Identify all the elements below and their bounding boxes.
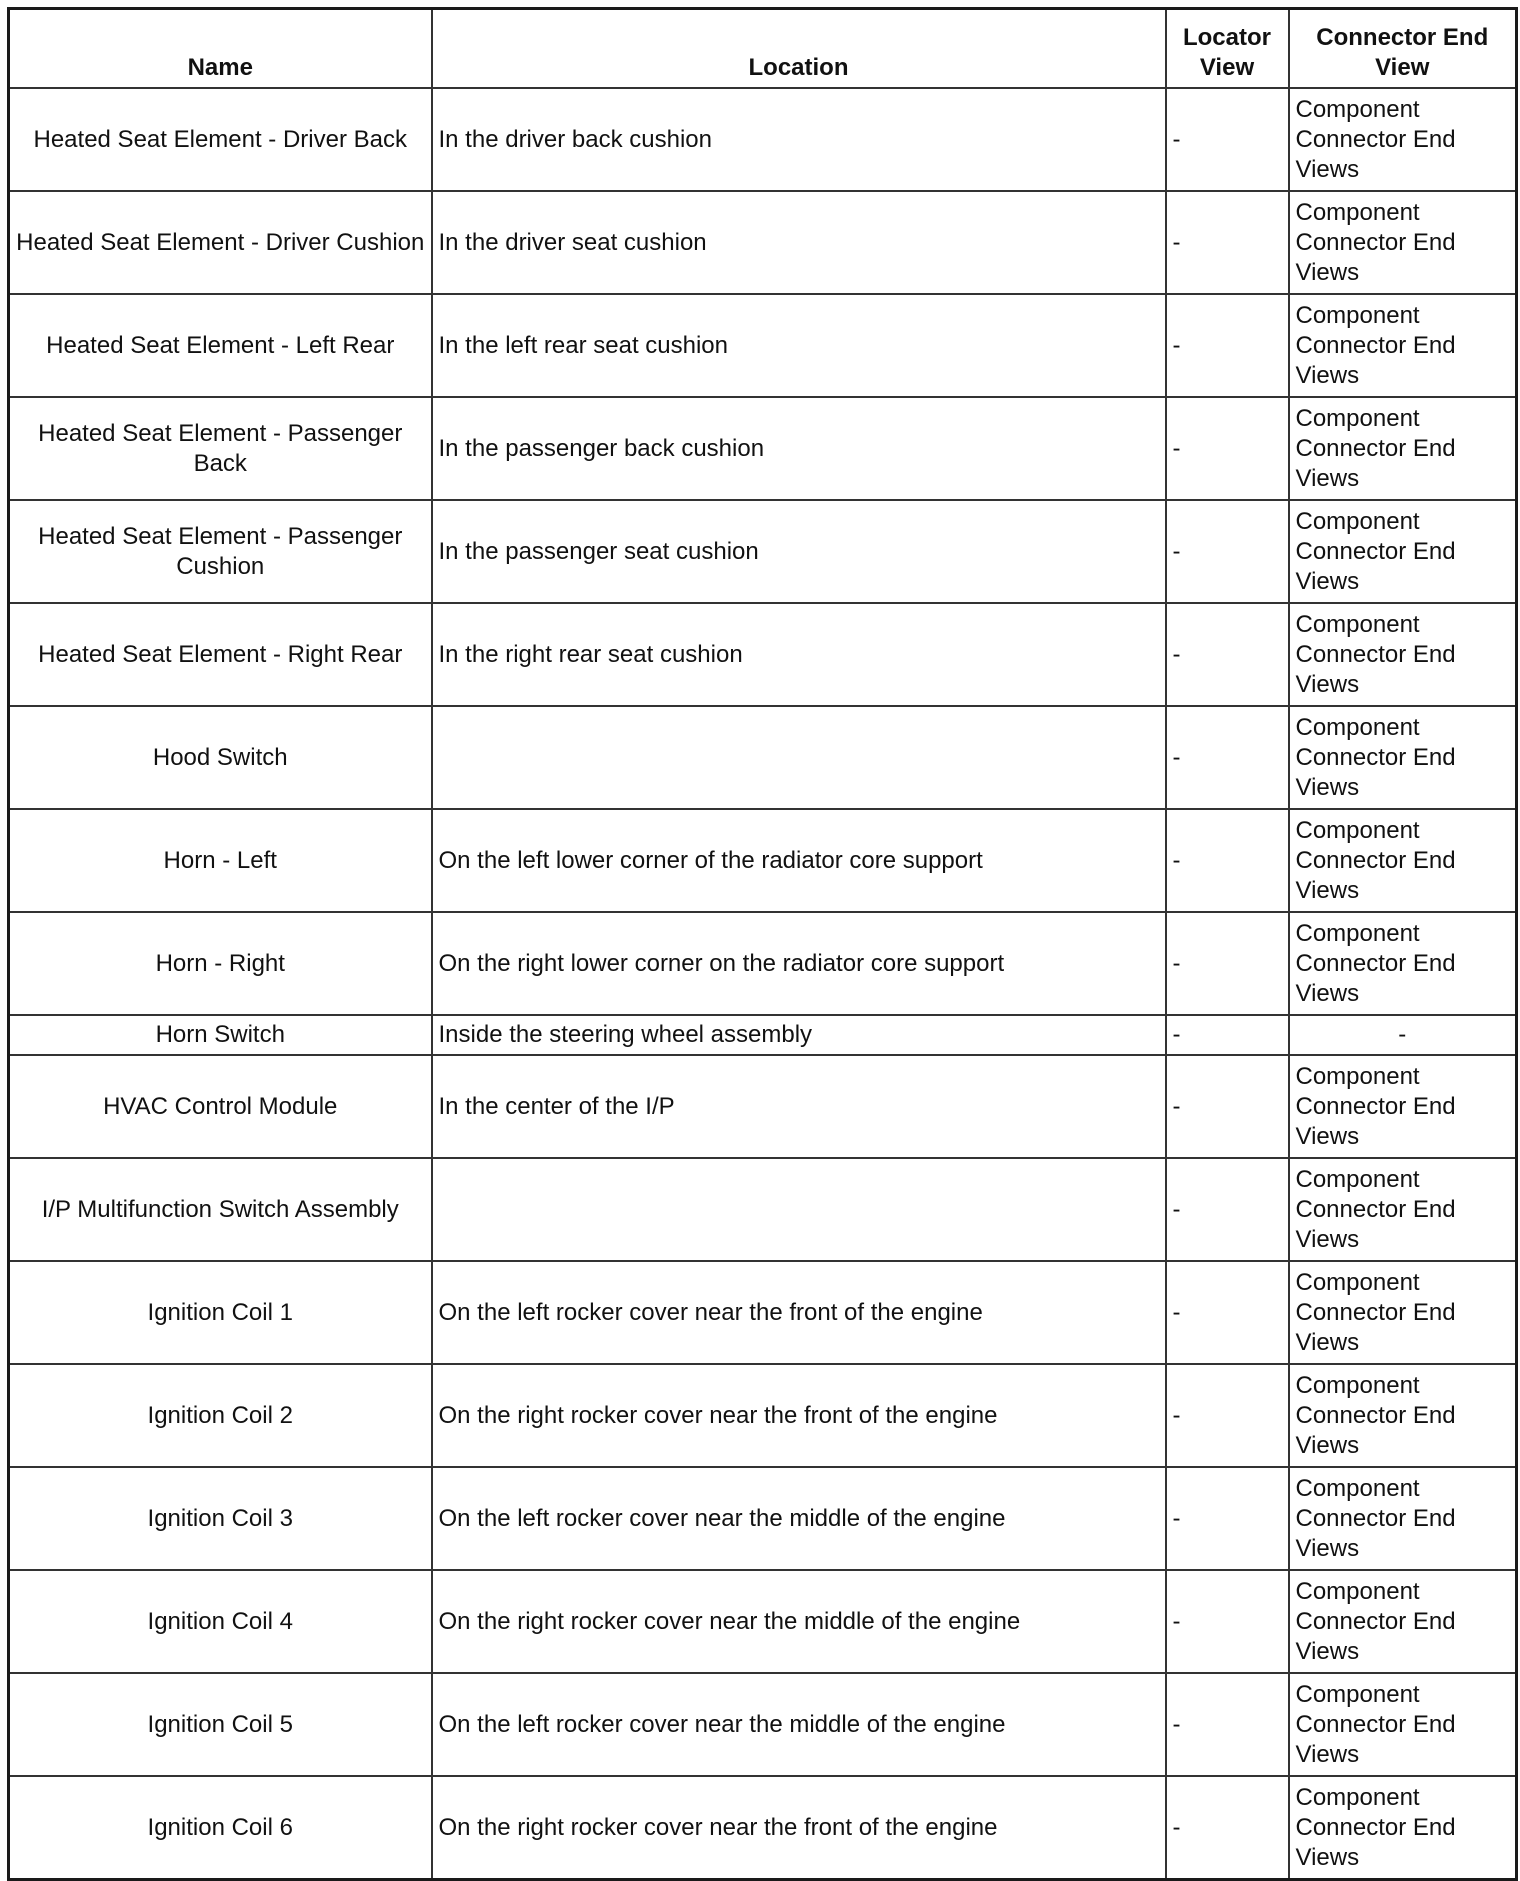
table-row: [9, 1776, 1517, 1880]
cell-locator-view: -: [1166, 1015, 1289, 1055]
table-body: [9, 88, 1517, 1880]
cell-name: Heated Seat Element - Driver Cushion: [9, 191, 432, 294]
cell-locator-view: -: [1166, 397, 1289, 500]
cell-locator-view: -: [1166, 809, 1289, 912]
cell-connector-end-view[interactable]: Component Connector End Views: [1289, 397, 1517, 500]
cell-name: Horn - Right: [9, 912, 432, 1015]
cell-name: Heated Seat Element - Right Rear: [9, 603, 432, 706]
cell-name: Ignition Coil 1: [9, 1261, 432, 1364]
cell-name: Heated Seat Element - Left Rear: [9, 294, 432, 397]
cell-locator-view: -: [1166, 1467, 1289, 1570]
cell-connector-end-view[interactable]: Component Connector End Views: [1289, 500, 1517, 603]
cell-connector-end-view[interactable]: Component Connector End Views: [1289, 706, 1517, 809]
cell-locator-view: -: [1166, 88, 1289, 191]
cell-connector-end-view[interactable]: Component Connector End Views: [1289, 809, 1517, 912]
table-row: [9, 809, 1517, 912]
table-row: [9, 294, 1517, 397]
table-row: [9, 1261, 1517, 1364]
cell-location: On the right rocker cover near the front of the engine: [432, 1776, 1166, 1880]
table-row: [9, 1055, 1517, 1158]
cell-connector-end-view[interactable]: Component Connector End Views: [1289, 1467, 1517, 1570]
cell-location: On the right rocker cover near the middle of the engine: [432, 1570, 1166, 1673]
table-row: [9, 88, 1517, 191]
cell-connector-end-view[interactable]: Component Connector End Views: [1289, 88, 1517, 191]
cell-locator-view: -: [1166, 1673, 1289, 1776]
cell-name: Ignition Coil 6: [9, 1776, 432, 1880]
cell-name: HVAC Control Module: [9, 1055, 432, 1158]
header-locator-view: Locator View: [1166, 9, 1289, 89]
cell-name: Ignition Coil 3: [9, 1467, 432, 1570]
cell-locator-view: -: [1166, 912, 1289, 1015]
table-row: [9, 500, 1517, 603]
cell-name: I/P Multifunction Switch Assembly: [9, 1158, 432, 1261]
cell-location: In the right rear seat cushion: [432, 603, 1166, 706]
cell-connector-end-view[interactable]: Component Connector End Views: [1289, 1261, 1517, 1364]
cell-name: Horn - Left: [9, 809, 432, 912]
cell-name: Ignition Coil 4: [9, 1570, 432, 1673]
table-row: [9, 603, 1517, 706]
cell-location: On the left rocker cover near the front of the engine: [432, 1261, 1166, 1364]
cell-name: Heated Seat Element - Passenger Cushion: [9, 500, 432, 603]
table-row: [9, 1570, 1517, 1673]
cell-connector-end-view[interactable]: Component Connector End Views: [1289, 1776, 1517, 1880]
cell-connector-end-view[interactable]: Component Connector End Views: [1289, 1158, 1517, 1261]
table-row: [9, 1158, 1517, 1261]
cell-name: Horn Switch: [9, 1015, 432, 1055]
cell-location: [432, 706, 1166, 809]
cell-locator-view: -: [1166, 294, 1289, 397]
cell-location: In the passenger seat cushion: [432, 500, 1166, 603]
cell-locator-view: -: [1166, 1776, 1289, 1880]
cell-locator-view: -: [1166, 706, 1289, 809]
cell-connector-end-view[interactable]: Component Connector End Views: [1289, 912, 1517, 1015]
table-row: [9, 1673, 1517, 1776]
table-row: [9, 706, 1517, 809]
header-name: Name: [9, 9, 432, 89]
table-row: [9, 1015, 1517, 1055]
cell-locator-view: -: [1166, 1158, 1289, 1261]
cell-locator-view: -: [1166, 1055, 1289, 1158]
table-row: [9, 191, 1517, 294]
cell-location: On the right lower corner on the radiator core support: [432, 912, 1166, 1015]
table-row: [9, 397, 1517, 500]
cell-connector-end-view[interactable]: Component Connector End Views: [1289, 191, 1517, 294]
cell-connector-end-view[interactable]: Component Connector End Views: [1289, 1055, 1517, 1158]
cell-connector-end-view[interactable]: Component Connector End Views: [1289, 603, 1517, 706]
cell-location: On the left rocker cover near the middle of the engine: [432, 1673, 1166, 1776]
cell-location: In the center of the I/P: [432, 1055, 1166, 1158]
cell-name: Ignition Coil 5: [9, 1673, 432, 1776]
cell-name: Ignition Coil 2: [9, 1364, 432, 1467]
cell-location: [432, 1158, 1166, 1261]
cell-locator-view: -: [1166, 1261, 1289, 1364]
cell-name: Hood Switch: [9, 706, 432, 809]
header-connector-end-view: Connector End View: [1289, 9, 1517, 89]
cell-name: Heated Seat Element - Passenger Back: [9, 397, 432, 500]
cell-location: Inside the steering wheel assembly: [432, 1015, 1166, 1055]
cell-location: On the left rocker cover near the middle of the engine: [432, 1467, 1166, 1570]
cell-connector-end-view[interactable]: Component Connector End Views: [1289, 1570, 1517, 1673]
cell-name: Heated Seat Element - Driver Back: [9, 88, 432, 191]
cell-locator-view: -: [1166, 500, 1289, 603]
cell-locator-view: -: [1166, 1570, 1289, 1673]
cell-location: On the left lower corner of the radiator core support: [432, 809, 1166, 912]
cell-locator-view: -: [1166, 603, 1289, 706]
table-row: [9, 1467, 1517, 1570]
cell-connector-end-view: -: [1289, 1015, 1517, 1055]
cell-location: In the passenger back cushion: [432, 397, 1166, 500]
component-locator-table: [7, 7, 1518, 1881]
cell-location: On the right rocker cover near the front of the engine: [432, 1364, 1166, 1467]
cell-connector-end-view[interactable]: Component Connector End Views: [1289, 1364, 1517, 1467]
cell-connector-end-view[interactable]: Component Connector End Views: [1289, 1673, 1517, 1776]
header-location: Location: [432, 9, 1166, 89]
cell-locator-view: -: [1166, 191, 1289, 294]
cell-connector-end-view[interactable]: Component Connector End Views: [1289, 294, 1517, 397]
cell-locator-view: -: [1166, 1364, 1289, 1467]
cell-location: In the driver back cushion: [432, 88, 1166, 191]
table-header-row: [9, 9, 1517, 89]
cell-location: In the left rear seat cushion: [432, 294, 1166, 397]
table-row: [9, 912, 1517, 1015]
cell-location: In the driver seat cushion: [432, 191, 1166, 294]
table-row: [9, 1364, 1517, 1467]
